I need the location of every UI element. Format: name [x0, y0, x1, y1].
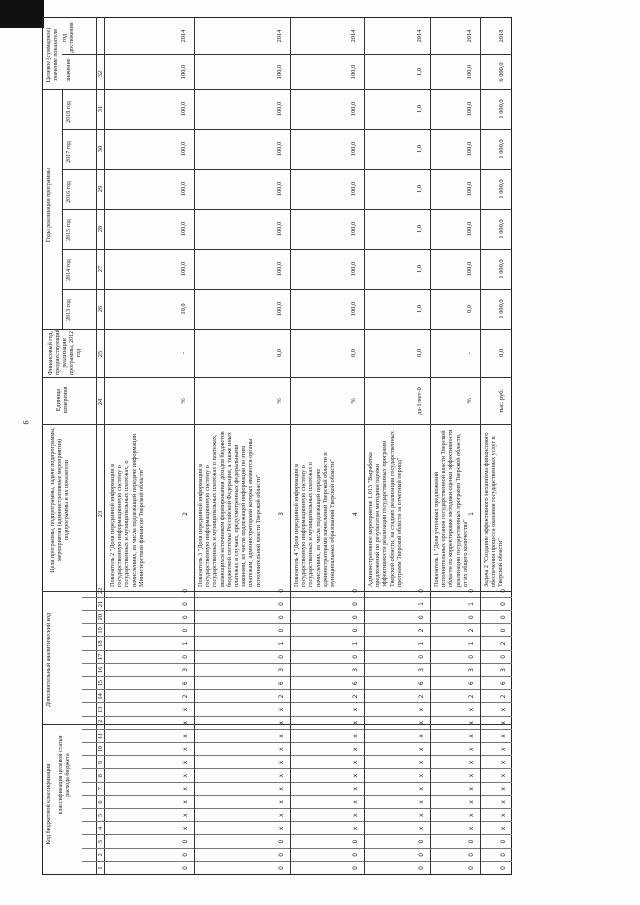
column-number: 12 [97, 719, 104, 727]
code-digit: x [418, 760, 425, 765]
header-y2017: 2017 год [66, 141, 72, 163]
row-2012-value: 0,0 [498, 349, 505, 357]
row-year-value: 100,0 [350, 301, 357, 317]
column-number: 25 [97, 350, 104, 358]
code-digit: x [500, 800, 507, 804]
header-target-value: значение [66, 58, 72, 82]
code-col-divider [82, 742, 512, 743]
row-target-year: 2014 [350, 29, 357, 43]
code-digit: 3 [500, 668, 507, 672]
code-digit: 0 [278, 866, 285, 870]
row-description: Задача 2 "Создание эффективного механизма финансового обеспечения процесса оказания государственных услуг в Тверской области" [483, 432, 505, 587]
code-digit: 2 [468, 628, 475, 633]
code-col-divider [82, 597, 512, 598]
code-digit: x [352, 734, 359, 738]
code-digit: 0 [352, 654, 359, 659]
code-digit: 2 [278, 694, 285, 699]
row-2012-value: - [180, 351, 187, 355]
header-y2015: 2015 год [66, 219, 72, 241]
code-digit: 0 [468, 866, 475, 870]
row-year-value: 1 000,0 [498, 299, 505, 319]
row-separator [430, 17, 431, 875]
code-digit: x [500, 787, 507, 791]
row-year-value: 100,0 [466, 221, 473, 237]
column-number: 9 [97, 760, 104, 765]
code-digit: 6 [500, 681, 507, 686]
code-digit: 3 [352, 668, 359, 672]
code-col-divider [82, 834, 512, 835]
code-digit: x [278, 721, 285, 725]
column-number: 13 [97, 706, 104, 713]
header-fin-year: Финансовый год, предшествующий реализации программы, 2012 год [48, 329, 82, 375]
code-digit: 0 [352, 628, 359, 633]
code-digit: 1 [418, 602, 425, 606]
code-digit: 2 [418, 628, 425, 633]
col-divider-fin-year [42, 329, 512, 330]
row-year-value: 1 000,0 [498, 179, 505, 199]
code-digit: x [500, 773, 507, 778]
code-col-divider [82, 848, 512, 849]
code-col-divider [82, 676, 512, 677]
column-number: 19 [97, 627, 104, 634]
code-digit: x [182, 773, 189, 778]
code-digit: 0 [500, 602, 507, 606]
code-digit: x [352, 813, 359, 817]
code-digit: x [182, 747, 189, 751]
header-years: Годы реализации программы [46, 167, 52, 243]
row-year-value: 1,0 [416, 305, 423, 313]
code-digit: 1 [278, 641, 285, 646]
code-digit: 1 [468, 512, 475, 516]
column-number: 7 [97, 787, 104, 791]
column-number: 8 [97, 774, 104, 778]
column-number: 14 [97, 693, 104, 700]
column-number: 32 [97, 70, 104, 78]
code-digit: x [352, 787, 359, 791]
code-digit: 0 [418, 839, 425, 844]
row-year-value: 1,0 [416, 265, 423, 273]
code-col-divider [82, 755, 512, 756]
row-year-value: 100,0 [276, 221, 283, 237]
code-digit: 0 [468, 615, 475, 620]
row-description: Показатель 2 "Доля переданной информации в государственную информационную систему о государственных и муниципальных платежах, о начислениях, из числа подлежащей передаче информации Министерством финансов Тверской области" [109, 433, 145, 587]
row-year-value: 100,0 [466, 261, 473, 277]
code-digit: 3 [468, 668, 475, 672]
code-col-divider [82, 782, 512, 783]
column-number: 22 [97, 587, 104, 595]
column-number: 2 [97, 853, 104, 857]
row-year-value: 100,0 [350, 221, 357, 237]
code-col-divider [82, 663, 512, 664]
column-number: 20 [97, 614, 104, 621]
code-col-divider [82, 623, 512, 624]
row-year-value: 100,0 [350, 141, 357, 157]
code-digit: x [468, 826, 475, 831]
code-digit: 3 [278, 668, 285, 672]
row-year-value: 100,0 [276, 181, 283, 197]
code-digit: 0 [182, 602, 189, 606]
header-budget-code: Код бюджетной классификации [46, 763, 52, 845]
row-unit: да-1/нет-0 [416, 387, 423, 415]
col-divider-2017 [62, 129, 512, 130]
code-digit: x [500, 721, 507, 725]
code-col-divider [82, 821, 512, 822]
code-digit: x [418, 800, 425, 804]
code-digit: x [500, 813, 507, 817]
row-year-value: 100,0 [466, 101, 473, 117]
header-goals: Цели программы, подпрограммы, задачи подпрограммы, мероприятия (административные мероприятия) подпрограммы и их показатели [50, 427, 70, 573]
code-digit: 2 [500, 641, 507, 646]
row-target-value: 6 000,0 [498, 62, 505, 82]
code-digit: x [418, 721, 425, 725]
code-digit: x [468, 787, 475, 791]
code-digit: x [182, 721, 189, 725]
code-digit: x [418, 813, 425, 817]
column-number: 21 [97, 600, 104, 608]
row-unit: % [180, 398, 187, 404]
row-separator [364, 17, 365, 875]
code-digit: x [352, 721, 359, 725]
code-digit: 0 [278, 852, 285, 857]
code-digit: x [500, 747, 507, 751]
col-divider-2014 [62, 249, 512, 250]
header-line-top-years [62, 90, 63, 330]
code-digit: 0 [352, 588, 359, 593]
row-unit: % [276, 398, 283, 404]
code-digit: 0 [468, 852, 475, 857]
col-divider-2015 [62, 209, 512, 210]
code-digit: 0 [278, 628, 285, 633]
code-digit: x [278, 760, 285, 765]
code-digit: 0 [500, 866, 507, 870]
row-year-value: 100,0 [276, 261, 283, 277]
code-digit: 6 [182, 681, 189, 686]
column-number: 30 [97, 145, 104, 153]
code-digit: x [418, 747, 425, 751]
code-digit: 0 [418, 654, 425, 659]
row-separator [194, 17, 195, 875]
code-digit: x [500, 734, 507, 738]
code-digit: 0 [182, 615, 189, 620]
code-digit: 0 [182, 866, 189, 870]
row-year-value: 1 000,0 [498, 219, 505, 239]
code-digit: x [182, 800, 189, 804]
code-digit: x [352, 747, 359, 751]
row-year-value: 10,0 [180, 303, 187, 315]
row-year-value: 1 000,0 [498, 139, 505, 159]
code-digit: 0 [352, 602, 359, 606]
code-digit: 0 [352, 839, 359, 844]
row-year-value: 100,0 [276, 141, 283, 157]
code-digit: 6 [278, 681, 285, 686]
code-digit: 0 [500, 615, 507, 620]
code-digit: x [418, 734, 425, 738]
row-year-value: 100,0 [276, 101, 283, 117]
code-digit: 0 [500, 588, 507, 593]
code-digit: x [468, 760, 475, 765]
code-digit: x [468, 721, 475, 725]
code-digit: 0 [278, 602, 285, 606]
code-digit: 1 [468, 641, 475, 646]
code-digit: 1 [352, 641, 359, 646]
code-digit: 2 [182, 694, 189, 699]
code-digit: 0 [278, 615, 285, 620]
code-col-divider [82, 861, 512, 862]
header-extra-class: Дополнительный аналитический код [46, 612, 52, 708]
code-col-divider [82, 702, 512, 703]
rotated-table [42, 17, 512, 875]
code-digit: 0 [352, 615, 359, 620]
row-year-value: 100,0 [350, 101, 357, 117]
row-year-value: 100,0 [276, 301, 283, 317]
column-number: 15 [97, 680, 104, 687]
code-digit: x [500, 826, 507, 831]
code-digit: 1 [182, 641, 189, 646]
code-digit: x [352, 826, 359, 831]
column-number: 24 [97, 398, 104, 406]
code-digit: 0 [500, 839, 507, 844]
code-digit: x [278, 747, 285, 751]
col-divider-target [62, 54, 512, 55]
code-digit: x [182, 787, 189, 791]
code-digit: 3 [278, 512, 285, 516]
row-target-year: 2014 [276, 29, 283, 43]
code-digit: x [278, 826, 285, 831]
row-year-value: 1,0 [416, 105, 423, 113]
column-number: 11 [97, 732, 104, 740]
column-number: 31 [97, 105, 104, 113]
code-col-divider [82, 716, 512, 717]
code-digit: 6 [352, 681, 359, 686]
row-2012-value: 0,0 [276, 349, 283, 357]
code-digit: 0 [278, 654, 285, 659]
row-year-value: 100,0 [466, 141, 473, 157]
row-target-value: 100,0 [180, 64, 187, 80]
code-digit: 0 [468, 588, 475, 593]
code-digit: 4 [352, 512, 359, 516]
col-divider-codes [42, 724, 512, 725]
code-digit: x [418, 773, 425, 778]
code-col-divider [82, 795, 512, 796]
code-digit: x [182, 734, 189, 738]
row-year-value: 1,0 [416, 225, 423, 233]
code-digit: 0 [278, 839, 285, 844]
code-digit: 0 [500, 628, 507, 633]
code-digit: 0 [182, 839, 189, 844]
code-digit: 2 [468, 694, 475, 699]
code-digit: 0 [468, 654, 475, 659]
column-number: 28 [97, 225, 104, 233]
header-y2014: 2014 год [66, 259, 72, 281]
column-number: 16 [97, 666, 104, 674]
row-year-value: 0,0 [466, 305, 473, 313]
row-target-value: 100,0 [276, 64, 283, 80]
row-year-value: 1,0 [416, 185, 423, 193]
row-unit: тыс. руб. [498, 388, 505, 414]
code-digit: 3 [182, 668, 189, 672]
code-col-divider [82, 689, 512, 690]
row-unit: % [466, 398, 473, 404]
col-divider-2016 [62, 169, 512, 170]
code-digit: x [182, 813, 189, 817]
row-year-value: 100,0 [350, 181, 357, 197]
row-year-value: 100,0 [180, 101, 187, 117]
code-digit: 2 [500, 694, 507, 699]
code-digit: 3 [418, 668, 425, 672]
row-target-year: 2014 [466, 29, 473, 43]
code-digit: x [468, 800, 475, 804]
code-digit: 0 [418, 852, 425, 857]
code-digit: x [468, 747, 475, 751]
row-separator [290, 17, 291, 875]
header-line-2 [104, 17, 105, 875]
row-target-year: 2014 [416, 29, 423, 43]
column-number: 10 [97, 746, 104, 753]
row-2012-value: 0,0 [416, 349, 423, 357]
column-number: 17 [97, 653, 104, 661]
column-number: 27 [97, 265, 104, 273]
code-col-divider [82, 808, 512, 809]
code-digit: 2 [182, 512, 189, 516]
code-digit: 2 [352, 694, 359, 699]
row-target-year: 2018 [498, 29, 505, 43]
row-year-value: 100,0 [180, 181, 187, 197]
row-target-value: 1,0 [416, 68, 423, 76]
code-digit: x [352, 760, 359, 765]
code-digit: x [278, 734, 285, 738]
row-target-value: 100,0 [466, 64, 473, 80]
code-digit: x [278, 800, 285, 804]
code-digit: x [352, 707, 359, 712]
code-digit: x [278, 707, 285, 712]
code-digit: 2 [418, 694, 425, 699]
code-col-divider [82, 610, 512, 611]
code-digit: x [182, 707, 189, 712]
code-digit: x [468, 773, 475, 778]
row-target-value: 100,0 [350, 64, 357, 80]
col-divider-unit [42, 377, 512, 378]
code-digit: 0 [182, 628, 189, 633]
row-year-value: 1 000,0 [498, 99, 505, 119]
code-digit: 1 [418, 641, 425, 646]
col-divider-goals [42, 424, 512, 425]
row-description: Показатель 1 "Доля учтенных предложений исполнительных органов государственной власти Тверской области по корректировке методики оценки эффективности реализации государственных программ Тверской области, от их общего количества" [433, 429, 469, 587]
code-digit: x [468, 707, 475, 712]
row-year-value: 1,0 [416, 145, 423, 153]
row-year-value: 100,0 [350, 261, 357, 277]
header-expense-class: классификация целевой статьи расхода бюджета [58, 735, 71, 815]
column-number: 23 [97, 510, 104, 518]
header-target-year: год достижения [62, 22, 75, 53]
code-digit: 6 [468, 681, 475, 686]
code-digit: x [278, 773, 285, 778]
code-digit: 0 [418, 588, 425, 593]
code-digit: 0 [500, 654, 507, 659]
row-2012-value: - [466, 351, 473, 355]
code-digit: x [182, 826, 189, 831]
code-digit: 0 [182, 654, 189, 659]
header-y2013: 2013 год [66, 299, 72, 321]
code-digit: 0 [500, 852, 507, 857]
row-unit: % [350, 398, 357, 404]
row-target-year: 2014 [180, 29, 187, 43]
code-digit: x [182, 760, 189, 765]
row-description: Административное мероприятие 1.013 "Выработка предложений по результатам методики оценки эффективности реализации государственных программ Тверской области, на стадиях реализации государственных программ Тверской области за отчетный период" [367, 431, 403, 587]
code-digit: 0 [418, 615, 425, 620]
code-digit: x [500, 707, 507, 712]
code-digit: x [352, 800, 359, 804]
row-separator [480, 17, 481, 875]
column-number: 18 [97, 640, 104, 647]
code-digit: 6 [418, 681, 425, 686]
code-digit: x [500, 760, 507, 765]
column-number: 29 [97, 185, 104, 193]
scan-corner-mark [0, 0, 44, 28]
code-digit: 0 [182, 588, 189, 593]
header-y2018: 2018 год [66, 101, 72, 123]
code-col-divider [82, 650, 512, 651]
column-number: 26 [97, 305, 104, 313]
row-year-value: 100,0 [466, 181, 473, 197]
row-year-value: 100,0 [180, 141, 187, 157]
header-unit: Единица измерения [56, 386, 69, 414]
code-digit: x [418, 707, 425, 712]
code-col-divider [82, 636, 512, 637]
header-y2016: 2016 год [66, 181, 72, 203]
code-digit: 0 [182, 852, 189, 857]
col-divider-2013 [62, 289, 512, 290]
column-number: 6 [97, 800, 104, 804]
code-digit: x [278, 813, 285, 817]
code-digit: x [278, 787, 285, 791]
page-number: 6 [21, 420, 31, 425]
header-target: Целевое (суммарное) значение показателя [46, 27, 59, 83]
row-year-value: 100,0 [180, 261, 187, 277]
column-number: 3 [97, 840, 104, 844]
row-description: Показатель 3 "Доля переданной информации в государственную информационную систему о государственных и муниципальных платежах о платежах, являющихся источником формирования доходов бюджетов бюджетной системы Российской Федерации, а также иных платежах в случаях, предусмотренных федеральными законами, из числа подлежащей информации по этим платежам, администраторами которых являются органы исполнительной власти Тверской области" [197, 431, 262, 587]
col-divider-extra [42, 591, 512, 592]
code-digit: 0 [468, 839, 475, 844]
code-col-divider [82, 768, 512, 769]
code-digit: x [418, 787, 425, 791]
column-number: 4 [97, 826, 104, 831]
row-description: Показатель 4 "Доля переданной информации в государственную информационную систему о государственных и муниципальных платежах о начислениях, из числа подлежащей передаче администраторами начислений Тверской области и муниципальных образований Тверской области" [293, 452, 337, 587]
code-digit: x [352, 773, 359, 778]
code-digit: 0 [278, 588, 285, 593]
code-digit: x [468, 734, 475, 738]
row-year-value: 1 000,0 [498, 259, 505, 279]
column-number: 1 [97, 866, 104, 870]
code-digit: 0 [352, 852, 359, 857]
row-year-value: 100,0 [180, 221, 187, 237]
code-digit: x [418, 826, 425, 831]
column-number: 5 [97, 813, 104, 817]
code-digit: 0 [418, 866, 425, 870]
code-col-divider [82, 729, 512, 730]
code-digit: x [468, 813, 475, 817]
code-digit: 1 [468, 602, 475, 606]
row-2012-value: 0,0 [350, 349, 357, 357]
code-digit: 0 [352, 866, 359, 870]
